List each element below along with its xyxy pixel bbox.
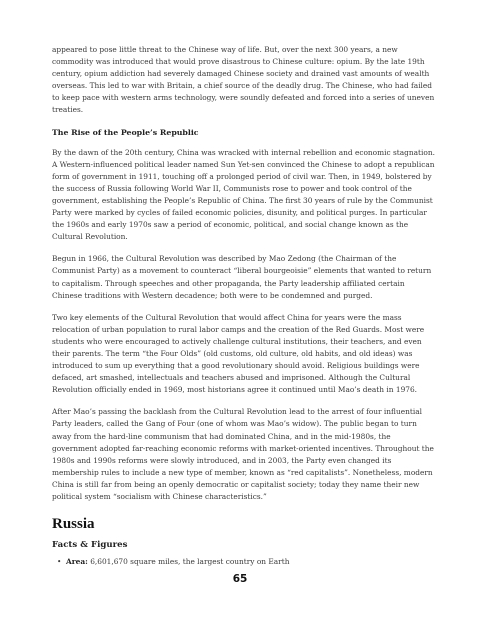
section-subheading: The Rise of the People’s Republic — [52, 127, 199, 137]
section-title: Russia — [52, 516, 95, 533]
intro-paragraph: appeared to pose little threat to the Chinese way of life. But, over the next 300 years, a new commodity was introduced that would prove disastrous to Chinese culture: opium. By the late 19th century, opium addiction had severely damaged Chinese society and drained vast amounts of wealth overseas. This led to war with Britain, a chief source of the deadly drug. The Chinese, who had failed to keep pace with western arms technology, were soundly defeated and forced into a series of uneven treaties. — [52, 45, 435, 115]
page-content — [52, 44, 436, 568]
facts-heading: Facts & Figures — [52, 540, 128, 551]
body-paragraph: Two key elements of the Cultural Revolution that would affect China for years were the mass relocation of urban population to rural labor camps and the creation of the Red Guards. Most were students who were encouraged to actively challenge cultural institutions, their teachers, and even their parents. The term “the Four Olds” (old customs, old culture, old habits, and old ideas) was introduced to sum up everything that a good revolutionary should avoid. Religious buildings were defaced, art smashed, intellectuals and teachers abused and imprisoned. Although the Cultural Revolution officially ended in 1969, most historians agree it continued until Mao’s death in 1976. — [52, 312, 425, 395]
page-number: 65 — [232, 573, 248, 585]
fact-item — [57, 556, 436, 568]
fact-label: Area: — [66, 557, 88, 567]
body-paragraph: Begun in 1966, the Cultural Revolution was described by Mao Zedong (the Chairman of the Communist Party) as a movement to counteract “liberal bourgeoisie” elements that wanted to return to capitalism. Through speeches and other propaganda, the Party leadership affiliated certain Chinese traditions with Western decadence; both were to be condemned and purged. — [52, 254, 432, 300]
body-paragraph: After Mao’s passing the backlash from the Cultural Revolution lead to the arrest of four influential Party leaders, called the Gang of Four (one of whom was Mao’s widow). The public began to turn away from the hard-line communism that had dominated China, and in the mid-1980s, the government adopted far-reaching economic reforms with market-oriented incentives. Throughout the 1980s and 1990s reforms were slowly introduced, and in 2003, the Party even changed its membership rules to include a new type of member, known as “red capitalists”. Nonetheless, modern China is still far from being an openly democratic or capitalist society; today they name their new political system “socialism with Chinese characteristics.” — [52, 407, 434, 501]
fact-text: 6,601,670 square miles, the largest country on Earth — [87, 557, 290, 567]
facts-list — [52, 556, 436, 568]
body-paragraph: By the dawn of the 20th century, China was wracked with internal rebellion and economic stagnation. A Western-influenced political leader named Sun Yet-sen convinced the Chinese to adopt a republican form of government in 1911, touching off a prolonged period of civil war. Then, in 1949, bolstered by the success of Russia following World War II, Communists rose to power and took control of the government, establishing the People’s Republic of China. The first 30 years of rule by the Communist Party were marked by cycles of failed economic policies, disunity, and political purges. In particular the 1960s and early 1970s saw a period of economic, political, and social change known as the Cultural Revolution. — [52, 147, 435, 242]
bullet-icon: • — [57, 557, 62, 567]
